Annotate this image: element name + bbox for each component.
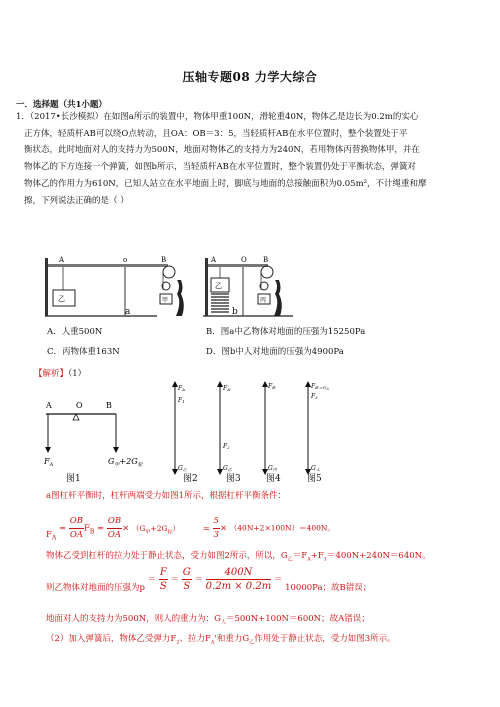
fig3-F2: F2 xyxy=(223,443,230,450)
fig5-top: FB'=G丙 xyxy=(311,383,329,391)
eq1-tail: （40N+2×100N）＝400N。 xyxy=(229,523,335,533)
figure-a-left-post xyxy=(45,258,48,316)
figure-b-spring xyxy=(211,294,229,312)
question-figure xyxy=(45,250,295,320)
eq2-eq3: ＝ xyxy=(194,575,203,585)
figure-b-left-post xyxy=(205,258,208,316)
eq1-frac1 xyxy=(69,515,84,542)
option-b: B．图a中乙物体对地面的压强为15250Pa xyxy=(206,327,366,337)
fig4-forces xyxy=(265,383,278,472)
solution-line-1: a图杠杆平衡时，杠杆两端受力如图1所示，根据杠杆平衡条件： xyxy=(46,491,286,501)
eq2-frac3-num: 400N xyxy=(206,566,272,580)
solution-line-4: （2）加入弹簧后，物体乙受弹力$F_2$、拉力$F_A'$和重力$G_乙$作用处于静止状态，受力如图3所示。 xyxy=(46,634,396,646)
fig1-label-B: B xyxy=(106,401,112,410)
eq1-frac1-den: OA xyxy=(69,529,83,540)
eq1-eq3: = xyxy=(202,523,210,534)
eq1-eq2: = xyxy=(97,523,105,534)
eq1-times2: × xyxy=(219,523,228,534)
fig1-label-A: A xyxy=(46,401,52,410)
page-title: 压轴专题08 力学大综合 xyxy=(182,70,318,84)
eq1-lhs: F xyxy=(46,530,52,540)
solution-tag: 【解析】 xyxy=(34,369,69,379)
eq2-frac1-den: S xyxy=(159,581,167,592)
caption-fig5: 图5 xyxy=(307,474,322,484)
eq2-frac2-den: S xyxy=(183,581,191,592)
eq1-frac1-suffix-sub: B xyxy=(89,528,95,536)
caption-fig4: 图4 xyxy=(266,474,281,484)
option-d: D．图b中人对地面的压强为4900Pa xyxy=(206,347,344,357)
eq1-frac1-suffix: F xyxy=(84,523,90,534)
eq2-eq: ＝ xyxy=(147,575,157,585)
eq2-tail: 10000Pa；故B错误； xyxy=(285,583,372,593)
eq1-lhs-sub: A xyxy=(51,534,57,542)
solution-equation-1 xyxy=(46,508,335,542)
eq2-frac3 xyxy=(206,566,272,593)
caption-fig1: 图1 xyxy=(66,474,81,484)
figure-a-label-B: B xyxy=(161,256,167,264)
eq1-frac3-den: 3 xyxy=(213,529,219,540)
solution-figures xyxy=(40,380,360,480)
fig5-G: G人 xyxy=(311,465,320,472)
eq2-frac2-num: G xyxy=(182,567,191,578)
eq1-frac2-num: OB xyxy=(107,515,122,529)
fig1-Gsum: $G_甲+2G_轮$ xyxy=(108,457,143,468)
fig1-fulcrum xyxy=(73,414,79,420)
figure-a xyxy=(45,256,184,316)
solution-tag-row xyxy=(34,367,86,379)
fig2-F1: F1 xyxy=(178,397,185,404)
figure-a-caption: a xyxy=(125,307,131,317)
fig1-lever xyxy=(43,401,144,468)
eq1-frac3 xyxy=(213,515,220,542)
fig2-FA: FA xyxy=(178,385,186,392)
fig3-FA: FA' xyxy=(223,385,232,392)
solution-part-number: （1） xyxy=(68,369,87,379)
solution-line-3: 地面对人的支持力为500N，则人的重力为：$G_人=500N+100N=600N$；故A错误； xyxy=(46,614,370,626)
figure-a-label-A: A xyxy=(59,256,65,264)
figure-b-caption: b xyxy=(232,307,238,317)
question-line: 物体乙的下方连接一个弹簧，如图b所示，当轻质杆AB在水平位置时，整个装置仍处于平衡状态，弹簧对 xyxy=(24,162,416,173)
fig2-forces xyxy=(175,384,187,472)
option-a: A．人重500N xyxy=(47,327,103,337)
fig1-label-O: O xyxy=(76,401,83,410)
eq1-frac2 xyxy=(107,515,122,542)
question-line: 1．（2017•长沙模拟）在如图a所示的装置中，物体甲重100N，滑轮重40N，物体乙是边长为0.2m的实心 xyxy=(16,112,419,122)
figure-b-yi-label: 乙 xyxy=(215,282,222,290)
eq1-frac1-num: OB xyxy=(69,515,84,529)
figure-a-yi-label: 乙 xyxy=(58,295,65,303)
figure-b-bing-label: 丙 xyxy=(260,297,267,304)
eq2-frac1-num: F xyxy=(159,567,167,578)
eq2-frac3-den: 0.2m × 0.2m xyxy=(205,581,272,592)
fig5-forces xyxy=(308,383,330,472)
figure-b-label-O: O xyxy=(241,256,247,264)
fig5-F3: F3 xyxy=(311,393,318,400)
figure-a-person xyxy=(176,280,184,316)
eq2-eq2: ＝ xyxy=(170,575,180,585)
fig3-G: G乙 xyxy=(223,465,232,472)
question-line: 衡状态，此时地面对人的支持力为500N，地面对物体乙的支持力为240N，若用物体丙替换物体甲，并在 xyxy=(24,145,420,156)
question-line: 物体乙的作用力为610N，已知人站立在水平地面上时，脚底与地面的总接触面积为0.05m²，不计绳重和摩 xyxy=(24,178,427,189)
eq2-frac2 xyxy=(182,566,192,593)
question-line: 擦，下列说法正确的是（ ） xyxy=(24,195,129,206)
section-heading: 一．选择题（共1小题） xyxy=(16,100,107,110)
figure-b-lever xyxy=(208,264,268,267)
figure-a-jia-label: 甲 xyxy=(162,297,169,304)
question-text xyxy=(16,109,486,209)
eq2-frac1 xyxy=(159,566,168,593)
question-line: 正方体，轻质杆AB可以绕O点转动，且OA：OB＝3：5，当轻质杆AB在水平位置时，整个装置处于平 xyxy=(24,128,408,139)
eq1-times: × xyxy=(122,523,130,534)
eq1-paren: $(G_甲+2G_轮)$ xyxy=(131,523,180,536)
figure-b-pulley xyxy=(261,266,273,278)
fig1-FA: $F_A$ xyxy=(44,457,54,468)
solution-line-2: 物体乙受到杠杆的拉力处于静止状态，受力如图2所示，所以，$G_乙=F_A+F_1=400N+240N=640N$。 xyxy=(46,551,431,563)
figure-b-label-A: A xyxy=(211,256,217,264)
figure-b-label-B: B xyxy=(263,256,269,264)
fig4-G: G丙 xyxy=(268,465,277,472)
figure-b-person xyxy=(274,280,282,316)
caption-fig3: 图3 xyxy=(226,474,241,484)
eq2-prefix: 则乙物体对地面的压强为p xyxy=(46,583,145,593)
eq1-eq: = xyxy=(58,523,67,534)
fig2-G: G乙 xyxy=(178,465,187,472)
figure-a-pulley xyxy=(163,266,175,278)
figure-a-lever xyxy=(48,264,168,267)
eq1-frac3-num: 5 xyxy=(213,515,220,529)
fig3-forces xyxy=(220,384,232,472)
eq1-frac2-den: OA xyxy=(107,529,122,540)
eq2-eq4: ＝ xyxy=(273,575,283,585)
fig4-FB: FB' xyxy=(268,383,277,390)
option-c: C．丙物体重163N xyxy=(47,347,120,357)
solution-equation-2 xyxy=(46,566,371,593)
figure-b xyxy=(203,256,293,316)
figure-a-label-O: o xyxy=(123,256,128,264)
caption-fig2: 图2 xyxy=(183,474,198,484)
